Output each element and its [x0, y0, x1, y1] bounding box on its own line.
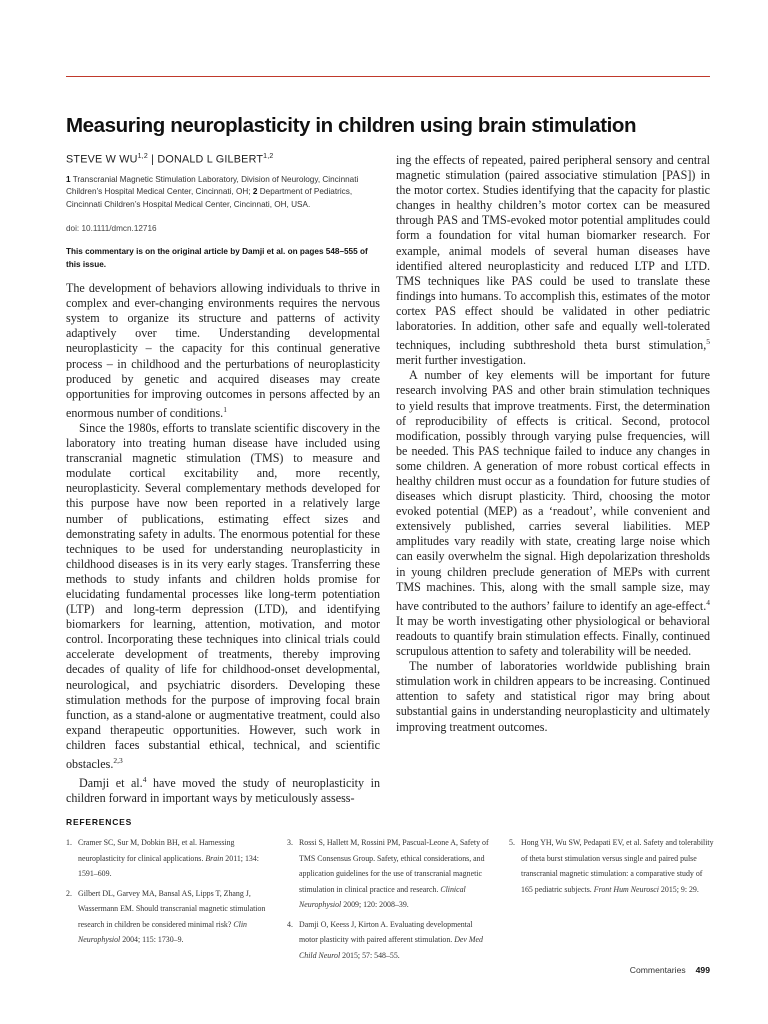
reference-number: 2. — [66, 888, 72, 898]
author-line — [66, 153, 380, 166]
commentary-note: This commentary is on the original article by Damji et al. on pages 548–555 of this issue. — [66, 247, 368, 269]
section-name: Commentaries — [629, 965, 686, 975]
right-column — [396, 153, 710, 735]
left-column — [66, 153, 380, 806]
paragraph: Since the 1980s, efforts to translate scientific discovery in the laboratory into treating human disease have included using transcranial magnetic stimulation (TMS) to measure and modulate cortical excitability and, more recently, neuroplasticity. Several complementary methods developed for this purpose have now been reported in a relatively large number of publications, estimating effect sizes and demonstrating safety in adults. The enormous potential for these techniques to be used for understanding neuroplasticity in childhood diseases is in its very early stages. Transferring these methods to study infants and children holds promise for elucidating fundamental processes like long-term potentiation (LTP) and long-term depression (LTD), and identifying biomarkers for learning, attention, motivation, and motor control. Incorporating these techniques into clinical trials could accelerate development of treatments, thereby improving decades of quality of life for childhood-onset developmental, neurological, and psychiatric disorders. Developing these stimulation methods for the purpose of improving focal brain function, as a stand-alone or augmentative treatment, could also expand therapeutic opportunities. However, such work in children faces substantial ethical, technical, and scientific obstacles.$^{2,3}$ — [66, 420, 380, 772]
references-heading: REFERENCES — [66, 817, 133, 827]
reference-item[interactable]: 5. Hong YH, Wu SW, Pedapati EV, et al. Safety and tolerability of theta burst stimulation versus single and paired pulse transcranial magnetic stimulation: a comparative study of 165 pediatric subjects. Front Hum Neurosci 2015; 9: 29. — [509, 835, 715, 897]
journal-name: Clinical Neurophysiol — [299, 884, 466, 909]
author-separator: | — [151, 153, 155, 166]
reference-item[interactable]: 2. Gilbert DL, Garvey MA, Bansal AS, Lipps T, Zhang J, Wassermann EM. Should transcranial magnetic stimulation research in children be considered minimal risk? Clin Neurophysiol 2004; 115: 1730–9. — [66, 886, 272, 948]
reference-number: 4. — [287, 919, 293, 929]
reference-item[interactable]: 4. Damji O, Keess J, Kirton A. Evaluating developmental motor plasticity with paired afferent stimulation. Dev Med Child Neurol 2015; 57: 548–55. — [287, 917, 493, 964]
affiliation-number: 2 — [252, 187, 258, 197]
paragraph: The number of laboratories worldwide publishing brain stimulation work in children appears to be increasing. Continued attention to safety and statistical rigor may bring about substantial gains in understanding neuroplasticity and ultimately improving treatment outcomes. — [396, 659, 710, 734]
journal-name: Dev Med Child Neurol — [299, 935, 483, 960]
paragraph: Damji et al.$^4$ have moved the study of neuroplasticity in children forward in important ways by meticulously assess- — [66, 775, 380, 806]
citation-marker[interactable]: 4 — [142, 775, 147, 785]
paragraph: The development of behaviors allowing individuals to thrive in complex and ever-changing environments requires the nervous system to organize its structure and patterns of activity adaptively over time. Understanding developmental neuroplasticity – the capacity for this continual generative process – in childhood and the perturbations of neuroplasticity produced by genetic and acquired diseases may create opportunities for improving outcomes in persons affected by an enormous number of conditions.$^1$ — [66, 281, 380, 420]
page-number: 499 — [695, 965, 710, 975]
citation-marker[interactable]: 4 — [706, 597, 710, 607]
paragraph: ing the effects of repeated, paired peripheral sensory and central magnetic stimulation (paired associative stimulation [PAS]) in the motor cortex. Studies identifying that the capacity for plastic changes in healthy children’s motor cortex can be measured through PAS and TMS-evoked motor potential amplitudes could form a foundation for vital human biomarker research. For example, animal models of several human diseases have identified altered neuroplasticity and reduced LTP and LTD. TMS techniques like PAS could be used to translate these findings into humans. To accomplish this, estimates of the motor cortex PAS effect should be validated in other pediatric laboratories. In addition, other safe and equally well-tolerated techniques, including subthreshold theta burst stimulation,$^5$ merit further investigation. — [396, 153, 710, 368]
paragraph: A number of key elements will be important for future research involving PAS and other brain stimulation techniques to yield results that improve treatments. First, the determination of reproducibility of effects is critical. Second, protocol modification, possibly through varying pulse frequencies, will be needed. This PAS technique failed to induce any changes in some children. A generation of more robust cortical effects in healthy children must occur as a foundation for future studies of diseases which disrupt plasticity. Third, choosing the motor evoked potential (MEP) as a ‘readout’, while convenient and extensively published, carries several liabilities. MEP amplitudes vary readily with state, creating large noise which can easily overwhelm the signal. High depolarization thresholds in young children preclude generation of MEPs with current TMS machines. This, along with the small sample size, may have contributed to the authors’ failure to identify an age-effect.$^4$ It may be worth investigating other physiological or behavioral readouts to quantify brain stimulation effects. Finally, continued scrupulous attention to safety and tolerability will be needed. — [396, 368, 710, 659]
references-column — [66, 835, 272, 952]
reference-item[interactable]: 1. Cramer SC, Sur M, Dobkin BH, et al. Harnessing neuroplasticity for clinical applications. Brain 2011; 134: 1591–609. — [66, 835, 272, 882]
affiliation-text: Transcranial Magnetic Stimulation Laboratory, Division of Neurology, Cincinnati Children’s Hospital Medical Center, Cincinnati, OH; — [66, 174, 359, 197]
citation-marker[interactable]: 5 — [706, 337, 710, 347]
journal-name: Clin Neurophysiol — [78, 919, 247, 944]
reference-item[interactable]: 3. Rossi S, Hallett M, Rossini PM, Pascual-Leone A, Safety of TMS Consensus Group. Safety, ethical considerations, and application guidelines for the use of transcranial magnetic stimulation in clinical practice and research. Clinical Neurophysiol 2009; 120: 2008–39. — [287, 835, 493, 913]
citation-marker[interactable]: 1 — [223, 404, 227, 414]
article-title: Measuring neuroplasticity in children using brain stimulation — [66, 114, 637, 137]
references-column — [509, 835, 715, 901]
page-footer — [630, 965, 710, 975]
author-affiliation-marker: 1,2 — [263, 153, 274, 160]
affiliation-number: 1 — [66, 174, 71, 184]
doi-link[interactable]: doi: 10.1111/dmcn.12716 — [66, 224, 157, 234]
reference-number: 3. — [287, 838, 293, 847]
journal-name: Brain — [205, 853, 224, 863]
header-rule — [66, 76, 710, 77]
author-affiliation-marker: 1,2 — [137, 153, 148, 160]
affiliations — [66, 174, 380, 212]
author-name: DONALD L GILBERT — [157, 153, 264, 166]
body-text-right — [396, 153, 710, 735]
author-name: STEVE W WU — [66, 153, 138, 166]
body-text-left — [66, 281, 380, 806]
reference-number: 1. — [66, 838, 72, 847]
citation-marker[interactable]: 2,3 — [113, 756, 123, 766]
reference-number: 5. — [509, 838, 515, 847]
references-column — [287, 835, 493, 967]
affiliation-text: Department of Pediatrics, Cincinnati Children’s Hospital Medical Center, Cincinnati, OH, USA. — [66, 187, 353, 209]
journal-name: Front Hum Neurosci — [593, 884, 659, 894]
